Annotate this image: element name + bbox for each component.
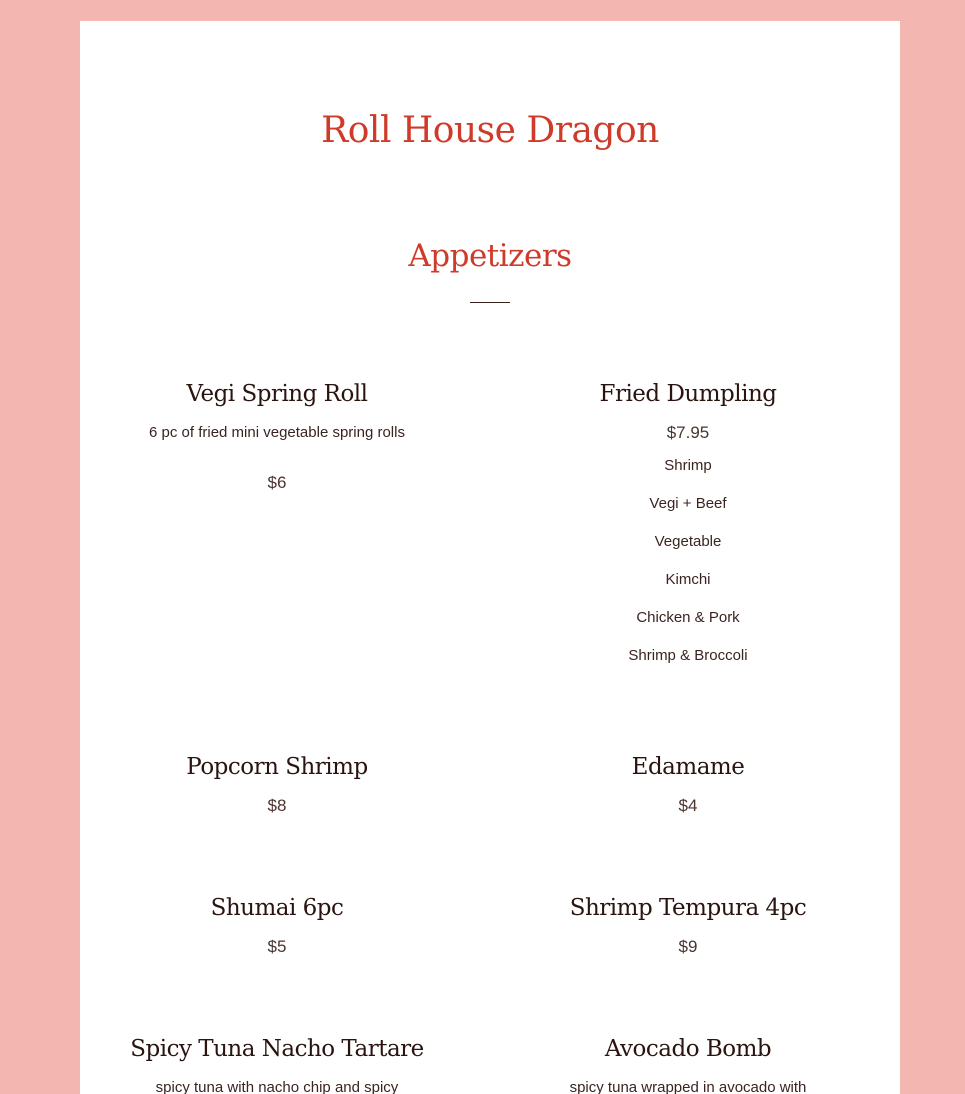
menu-item-description: spicy tuna wrapped in avocado with [569,1079,807,1094]
menu-item-shumai [87,893,467,958]
menu-item-name: Popcorn Shrimp [186,754,368,780]
variant-list [498,455,878,683]
menu-item-name: Edamame [631,754,745,780]
menu-item-price: $6 [267,473,287,492]
restaurant-title: Roll House Dragon [321,110,659,151]
menu-page [80,21,900,1094]
menu-item-edamame [498,752,878,817]
menu-item-spicy-tuna-nacho-tartare [87,1034,467,1094]
section-divider [470,302,510,303]
variant-item: Vegi + Beef [649,495,727,512]
menu-item-price: $9 [678,937,698,956]
menu-item-price: $7.95 [666,423,710,442]
menu-item-name: Shumai 6pc [210,895,344,921]
menu-item-fried-dumpling [498,379,878,683]
menu-item-vegi-spring-roll [87,379,467,494]
variant-item: Vegetable [654,533,722,550]
menu-item-name: Spicy Tuna Nacho Tartare [130,1036,424,1062]
section-title-appetizers: Appetizers [408,238,572,274]
menu-item-avocado-bomb [498,1034,878,1094]
menu-item-price: $8 [267,796,287,815]
menu-item-popcorn-shrimp [87,752,467,817]
menu-item-price: $4 [678,796,698,815]
menu-item-description: spicy tuna with nacho chip and spicy [155,1079,399,1094]
menu-item-price: $5 [267,937,287,956]
variant-item: Kimchi [665,571,711,588]
menu-item-name: Fried Dumpling [599,381,777,407]
variant-item: Shrimp & Broccoli [628,647,748,664]
menu-item-shrimp-tempura [498,893,878,958]
menu-item-description: 6 pc of fried mini vegetable spring rolls [149,424,405,441]
variant-item: Chicken & Pork [636,609,740,626]
menu-item-name: Avocado Bomb [604,1036,772,1062]
menu-item-name: Vegi Spring Roll [186,381,368,407]
menu-item-name: Shrimp Tempura 4pc [569,895,807,921]
variant-item: Shrimp [664,457,712,474]
